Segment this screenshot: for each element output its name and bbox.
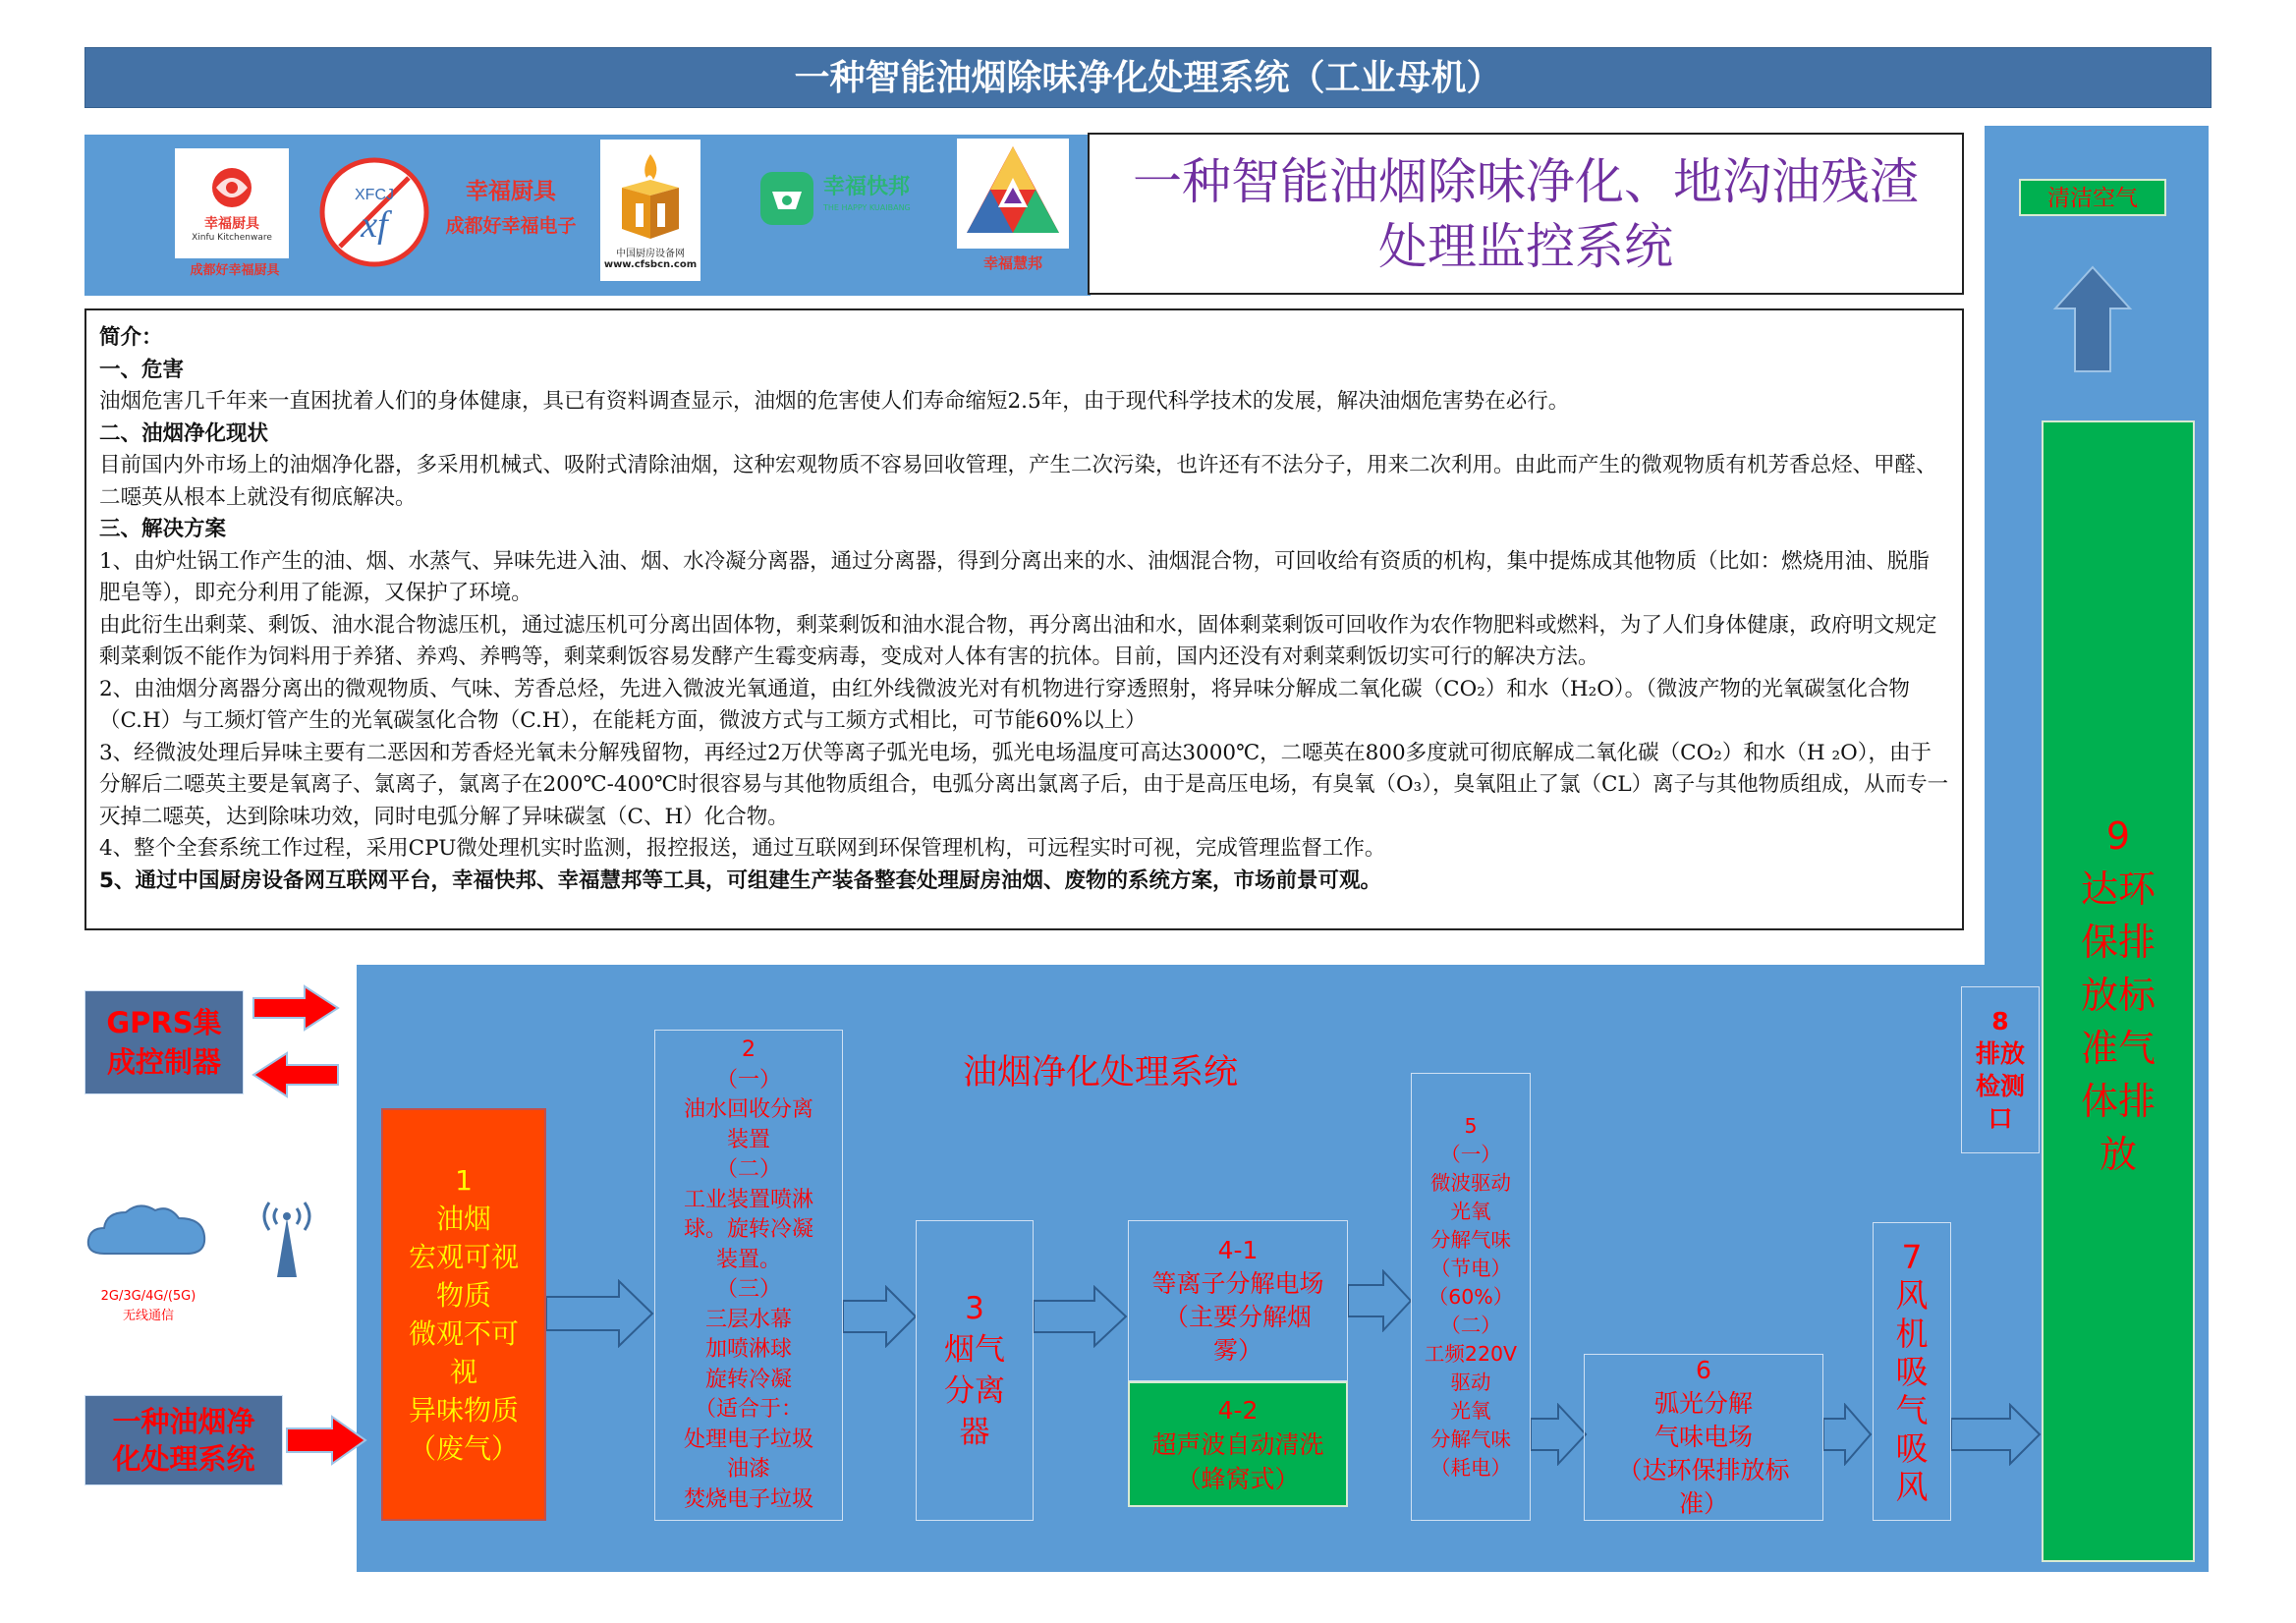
intro-s2-p1: 目前国内外市场上的油烟净化器，多采用机械式、吸附式清除油烟，这种宏观物质不容易回收管理，产生二次污染，也许还有不法分子，用来二次利用。由此而产生的微观物质有机芳香总烃、甲醛、二噁英从根本上就没有彻底解决。 — [99, 453, 1937, 510]
gprs-controller — [84, 990, 244, 1094]
box-9-line: 体排 — [2080, 1080, 2156, 1123]
clean-air-label: 清洁空气 — [2019, 179, 2166, 216]
logo-brand-en: Xinfu Kitchenware — [192, 233, 272, 243]
flame-cube-icon — [614, 150, 687, 245]
box-1-line: 1 — [455, 1164, 473, 1197]
box-2-line: 焚烧电子垃圾 — [683, 1486, 813, 1512]
box-3-line: 分离 — [944, 1373, 1005, 1409]
box-9-line: 放标 — [2080, 974, 2156, 1017]
left-arrow-icon — [252, 1051, 340, 1098]
wireless-line: 无线通信 — [122, 1309, 174, 1323]
main-title-line1: 一种智能油烟除味净化、地沟油残渣 — [1133, 152, 1919, 210]
box-7-line: 7 — [1901, 1237, 1923, 1276]
box-4-2 — [1128, 1381, 1348, 1507]
wireless-line: 2G/3G/4G/(5G) — [100, 1289, 196, 1304]
box-6 — [1584, 1354, 1823, 1521]
intro-section — [84, 308, 1964, 930]
box-6-line: 弧光分解 — [1653, 1389, 1753, 1418]
box-2-line: 油漆 — [726, 1457, 770, 1482]
box-2-line: （一） — [715, 1067, 781, 1092]
box-6-line: 气味电场 — [1653, 1423, 1753, 1451]
box-8-exhaust-check — [1961, 986, 2040, 1153]
flow-arrow-icon — [843, 1285, 918, 1348]
box-2-line: （适合于： — [694, 1397, 803, 1422]
box-5-line: 光氧 — [1450, 1199, 1491, 1223]
cloud-icon — [84, 1201, 210, 1259]
box-7-line: 气 — [1895, 1390, 1929, 1429]
box-4-1-line: 4-1 — [1217, 1236, 1259, 1264]
intro-s3-p4: 3、经微波处理后异味主要有二恶因和芳香烃光氧未分解残留物，再经过2万伏等离子弧光电场，弧光电场温度可高达3000℃，二噁英在800多度就可彻底解成二氧化碳（CO₂）和水（H ₂O），由于分解后二噁英主要是氧离子、氯离子，氯离子在200℃-400℃时很容易与其他物质组合，电弧分离出氯离子后，由于是高压电场，有臭氧（O₃），臭氧阻止了氯（CL）离子与其他物质组成，从而专一灭掉二噁英，达到除味功效，同时电弧分解了异味碳氢（C、H）化合物。 — [99, 740, 1949, 829]
box-2-line: 油水回收分离 — [683, 1097, 813, 1122]
flow-arrow-icon — [1348, 1269, 1413, 1332]
intro-s3-p5: 4、整个全套系统工作过程，采用CPU微处理机实时监测，报控报送，通过互联网到环保管理机构，可远程实时可视，完成管理监督工作。 — [99, 836, 1386, 861]
up-arrow-icon — [2051, 265, 2134, 375]
box-2-line: 球。旋转冷凝 — [683, 1217, 813, 1242]
flow-arrow-icon — [546, 1279, 654, 1348]
box-4-2-line: 超声波自动清洗 — [1151, 1429, 1324, 1459]
box-2-line: （二） — [715, 1157, 781, 1182]
svg-text:xf: xf — [361, 204, 388, 246]
right-arrow-icon — [252, 984, 340, 1032]
intro-heading: 简介： — [99, 325, 163, 350]
box-5-line: 5 — [1464, 1113, 1478, 1138]
box-8-line: 8 — [1991, 1007, 2009, 1035]
box-2-line: 工业装置喷淋 — [683, 1187, 813, 1212]
cfsbcn-line2: www.cfsbcn.com — [603, 259, 698, 270]
box-7-line: 吸 — [1895, 1428, 1929, 1468]
box-5-line: 分解气味 — [1430, 1427, 1511, 1451]
box-3-line: 器 — [959, 1415, 990, 1450]
box-1-line: 油烟 — [435, 1203, 491, 1235]
right-arrow-icon — [285, 1415, 367, 1466]
box-4-1 — [1128, 1220, 1348, 1381]
intro-s3-p3: 2、由油烟分离器分离出的微观物质、气味、芳香总烃，先进入微波光氧通道，由红外线微波光对有机物进行穿透照射，将异味分解成二氧化碳（CO₂）和水（H₂O）。（微波产物的光氧碳氢化合物（C.H）与工频灯管产生的光氧碳氢化合物（C.H），在能耗方面，微波方式与工频方式相比，可节能60%以上） — [99, 676, 1910, 733]
company-line2: 成都好幸福电子 — [445, 215, 577, 237]
box-1-line: （废气） — [408, 1432, 519, 1465]
box-6-line: 6 — [1696, 1356, 1711, 1384]
source-system-line: 一种油烟净 — [112, 1405, 255, 1438]
svg-text:XFCJ: XFCJ — [355, 187, 394, 203]
box-4-2-line: （蜂窝式） — [1176, 1464, 1300, 1493]
box-5-line: （耗电） — [1430, 1455, 1511, 1480]
flow-arrow-icon — [1823, 1403, 1873, 1466]
box-9 — [2042, 420, 2195, 1562]
company-line1: 幸福厨具 — [466, 179, 556, 204]
box-5-line: （一） — [1440, 1142, 1501, 1166]
box-2 — [654, 1030, 843, 1521]
box-5-line: （二） — [1440, 1313, 1501, 1337]
box-5-line: 驱动 — [1450, 1370, 1491, 1394]
box-5-line: （节电） — [1430, 1256, 1511, 1280]
main-title-line2: 处理监控系统 — [1378, 217, 1673, 275]
logo-brand: 幸福厨具 — [204, 216, 259, 232]
box-5-line: （60%） — [1428, 1284, 1514, 1309]
box-9-line: 准气 — [2080, 1027, 2156, 1070]
intro-s3-p2: 由此衍生出剩菜、剩饭、油水混合物滤压机，通过滤压机可分离出固体物，剩菜剩饭和油水混合物，再分离出油和水，固体剩菜剩饭可回收作为农作物肥料或燃料，为了人们身体健康，政府明文规定剩菜剩饭不能作为饲料用于养猪、养鸡、养鸭等，剩菜剩饭容易发酵产生霉变病毒，变成对人体有害的抗体。目前，国内还没有对剩菜剩饭切实可行的解决方法。 — [99, 612, 1937, 669]
box-1 — [381, 1108, 546, 1521]
source-system — [84, 1395, 283, 1485]
box-8-line: 口 — [1988, 1104, 2013, 1133]
box-5 — [1411, 1073, 1531, 1521]
box-2-line: 装置。 — [715, 1247, 781, 1272]
box-4-1-line: 等离子分解电场 — [1151, 1269, 1324, 1298]
system-title: 油烟净化处理系统 — [963, 1053, 1239, 1092]
box-2-line: （三） — [715, 1277, 781, 1302]
flow-arrow-icon — [1951, 1403, 2042, 1466]
antenna-icon — [255, 1189, 318, 1279]
box-5-line: 光氧 — [1450, 1398, 1491, 1423]
box-1-line: 视 — [449, 1356, 477, 1388]
box-4-1-line: （主要分解烟 — [1163, 1303, 1312, 1331]
cfsbcn-logo — [600, 140, 700, 281]
box-8-line: 检测 — [1975, 1072, 2025, 1100]
intro-s1-title: 一、危害 — [99, 357, 185, 382]
huibang-logo — [957, 139, 1069, 282]
box-2-line: 旋转冷凝 — [704, 1367, 792, 1392]
logo-caption: 成都好幸福厨具 — [190, 263, 280, 278]
box-4-1-line: 雾） — [1212, 1336, 1262, 1365]
main-title — [1088, 133, 1964, 295]
logo-panel — [84, 135, 1091, 296]
box-1-line: 异味物质 — [408, 1394, 519, 1427]
box-7-line: 风 — [1895, 1467, 1929, 1506]
box-9-line: 保排 — [2080, 921, 2156, 964]
box-5-line: 分解气味 — [1430, 1227, 1511, 1252]
box-3-line: 烟气 — [944, 1332, 1005, 1368]
kuaibang-name: 幸福快邦 — [823, 175, 911, 199]
box-2-line: 处理电子垃圾 — [683, 1427, 813, 1452]
company-text — [424, 174, 597, 243]
box-1-line: 物质 — [435, 1279, 491, 1312]
box-7 — [1873, 1222, 1951, 1521]
flow-arrow-icon — [1531, 1403, 1588, 1466]
box-2-line: 加喷淋球 — [704, 1337, 792, 1362]
box-5-line: 工频220V — [1424, 1341, 1518, 1366]
box-9-line: 达环 — [2080, 867, 2156, 911]
gprs-line: 成控制器 — [106, 1045, 221, 1079]
triangle-logo-icon — [957, 139, 1069, 249]
wireless-label — [84, 1287, 212, 1326]
xfcj-circle-icon — [318, 156, 430, 268]
intro-s3-p1: 1、由炉灶锅工作产生的油、烟、水蒸气、异味先进入油、烟、水冷凝分离器，通过分离器，得到分离出来的水、油烟混合物，可回收给有资质的机构，集中提炼成其他物质（比如：燃烧用油、脱脂肥皂等），即充分利用了能源，又保护了环境。 — [99, 548, 1930, 605]
box-9-line: 9 — [2105, 814, 2131, 858]
box-7-line: 吸 — [1895, 1352, 1929, 1391]
box-6-line: 准） — [1678, 1489, 1728, 1518]
box-2-line: 三层水幕 — [704, 1307, 792, 1332]
huibang-caption: 幸福慧邦 — [982, 254, 1042, 272]
kuaibang-icon — [758, 170, 815, 227]
page-title: 一种智能油烟除味净化处理系统（工业母机） — [84, 47, 2212, 108]
box-8-line: 排放 — [1975, 1039, 2025, 1068]
box-1-line: 微观不可 — [408, 1317, 519, 1350]
intro-s1-p1: 油烟危害几千年来一直困扰着人们的身体健康，具已有资料调查显示，油烟的危害使人们寿命缩短2.5年，由于现代科学技术的发展，解决油烟危害势在必行。 — [99, 389, 1570, 414]
xfcj-seal-icon — [204, 164, 259, 213]
box-3 — [916, 1220, 1034, 1521]
intro-s3-title: 三、解决方案 — [99, 517, 227, 541]
kuaibang-sub: THE HAPPY KUAIBANG — [823, 203, 911, 212]
gprs-line: GPRS集 — [106, 1006, 222, 1039]
intro-s2-title: 二、油烟净化现状 — [99, 420, 269, 446]
box-7-line: 风 — [1895, 1275, 1929, 1315]
box-1-line: 宏观可视 — [408, 1241, 519, 1273]
box-5-line: 微波驱动 — [1430, 1170, 1511, 1195]
box-7-line: 机 — [1895, 1314, 1929, 1353]
box-2-line: 装置 — [726, 1127, 770, 1152]
intro-s3-p6: 5、通过中国厨房设备网互联网平台，幸福快邦、幸福慧邦等工具，可组建生产装备整套处理厨房油烟、废物的系统方案，市场前景可观。 — [99, 867, 1381, 893]
kuaibang-logo — [758, 164, 941, 233]
flow-arrow-icon — [1034, 1285, 1128, 1348]
box-3-line: 3 — [965, 1291, 984, 1326]
xingfu-kitchen-logo — [175, 148, 289, 258]
box-2-line: 2 — [742, 1037, 756, 1062]
box-9-line: 放 — [2099, 1133, 2137, 1176]
box-4-2-line: 4-2 — [1217, 1395, 1259, 1425]
box-6-line: （达环保排放标 — [1617, 1456, 1790, 1484]
cfsbcn-line1: 中国厨房设备网 — [616, 249, 685, 259]
source-system-line: 化处理系统 — [112, 1442, 255, 1476]
xfcj-circle-logo — [318, 156, 430, 268]
